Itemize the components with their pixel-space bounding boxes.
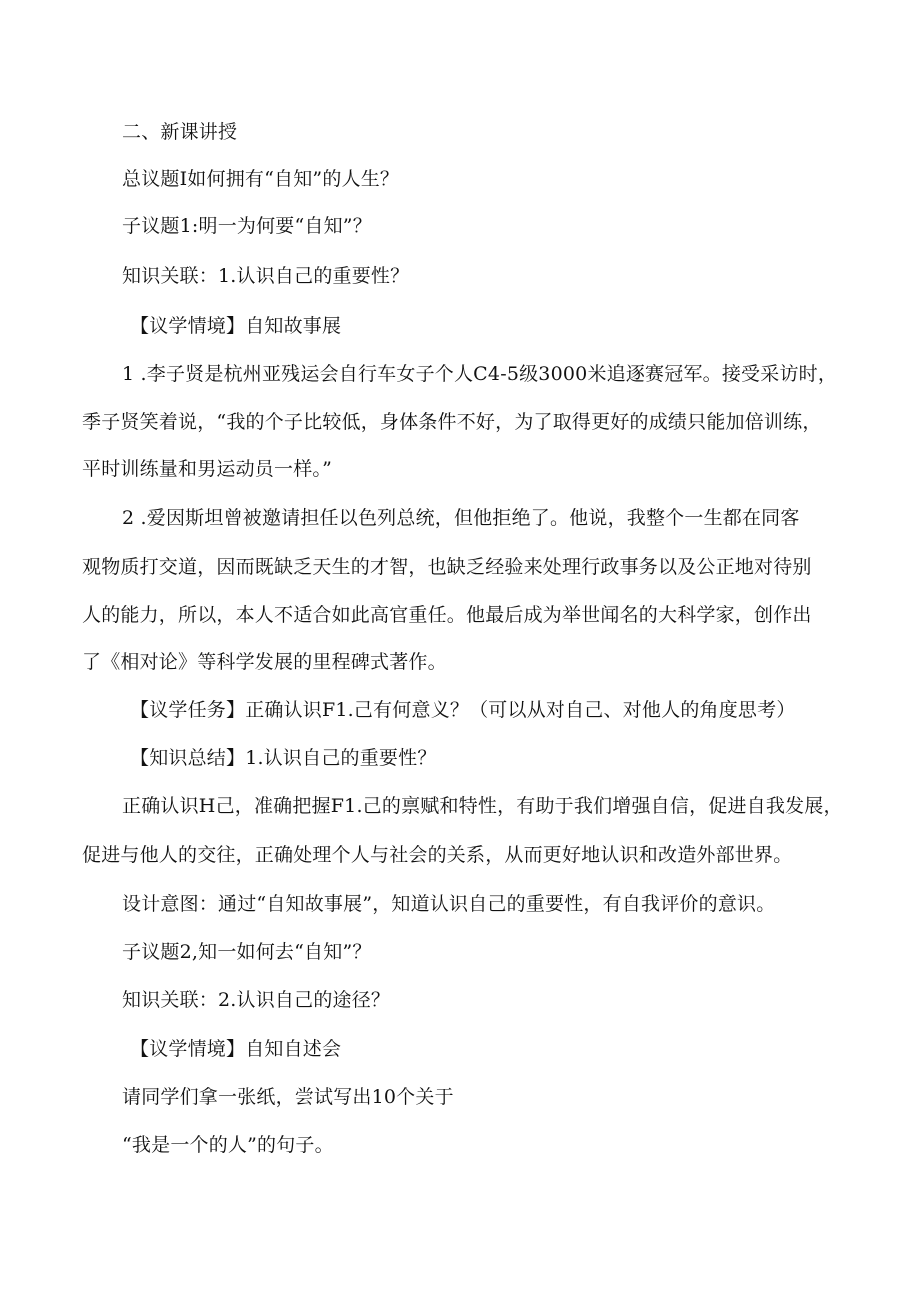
summary-line-2: 促进与他人的交往，正确处理个人与社会的关系，从而更好地认识和改造外部世界。 [82, 844, 793, 866]
story-2-line-3: 人的能力，所以，本人不适合如此高官重任。他最后成为举世闻名的大科学家，创作出 [82, 604, 812, 626]
story-2-line-4: 了《相对论》等科学发展的里程碑式著作。 [82, 651, 447, 673]
story-2-line-2: 观物质打交道，因而既缺乏天生的才智，也缺乏经验来处理行政事务以及公正地对待别 [82, 556, 812, 578]
scenario-1-heading: 【议学情境】自知故事展 [130, 315, 342, 337]
story-1-line-2: 季子贤笑着说，“我的个子比较低，身体条件不好，为了取得更好的成绩只能加倍训练， [82, 411, 822, 433]
subtopic-1-line: 子议题1:明一为何要“自知”？ [122, 215, 372, 237]
summary-line-1: 正确认识H己，准确把握F1.己的禀赋和特性，有助于我们增强自信，促进自我发展， [122, 795, 843, 817]
story-1-line-3: 平时训练量和男运动员一样。” [82, 458, 333, 480]
subtopic-2-line: 子议题2,知一如何去“自知”？ [122, 941, 372, 963]
knowledge-link-2-line: 知识关联：2.认识自己的途径？ [122, 989, 391, 1011]
activity-line-1: 请同学们拿一张纸，尝试写出10个关于 [122, 1086, 454, 1108]
main-topic-line: 总议题I如何拥有“自知”的人生？ [122, 168, 400, 190]
section-heading: 二、新课讲授 [122, 121, 238, 143]
knowledge-summary-heading: 【知识总结】1.认识自己的重要性？ [130, 747, 437, 769]
learning-task-line: 【议学任务】正确认识F1.己有何意义？（可以从对自己、对他人的角度思考） [130, 699, 796, 721]
design-intent-line: 设计意图：通过“自知故事展”，知道认识自己的重要性，有自我评价的意识。 [122, 893, 776, 915]
activity-line-2: “我是一个的人”的句子。 [122, 1134, 334, 1156]
knowledge-link-1-line: 知识关联：1.认识自己的重要性？ [122, 265, 410, 287]
story-2-line-1: 2 .爱因斯坦曾被邀请担任以色列总统，但他拒绝了。他说，我整个一生都在同客 [122, 507, 800, 529]
story-1-line-1: 1 .李子贤是杭州亚残运会自行车女子个人C4-5级3000米追逐赛冠军。接受采访时， [122, 363, 838, 385]
scenario-2-heading: 【议学情境】自知自述会 [130, 1038, 342, 1060]
